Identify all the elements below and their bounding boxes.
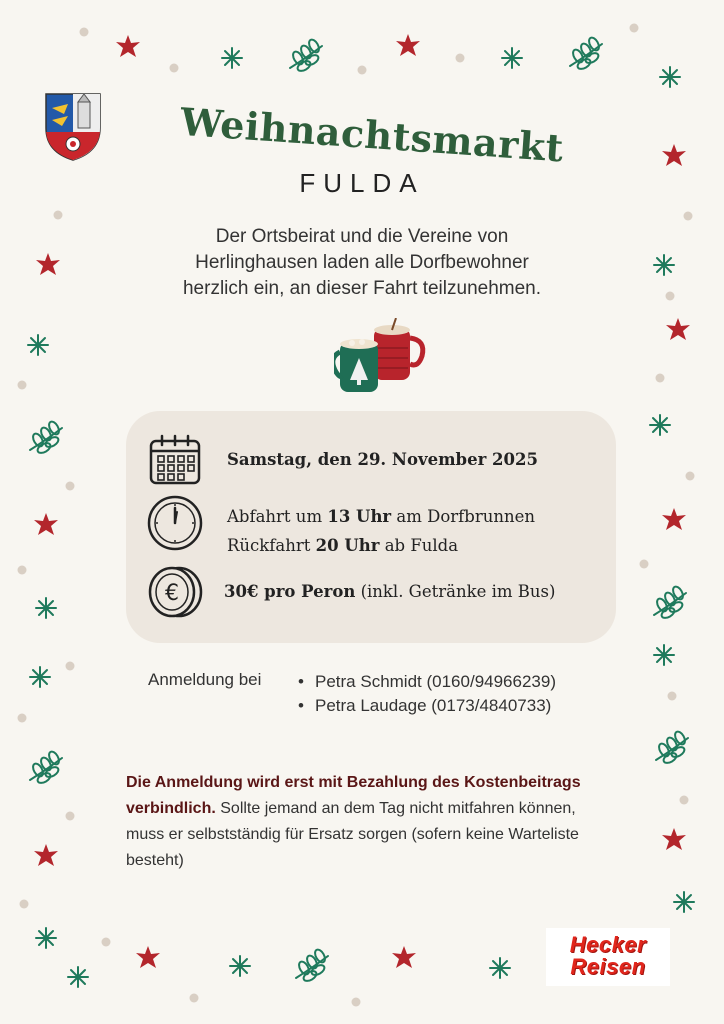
registration-note — [126, 770, 616, 874]
note-text: Sollte jemand an dem Tag nicht mitfahren können, muss er selbstständig für Ersatz sorgen (sofern keine Warteliste besteht) — [126, 800, 579, 869]
registration-contacts — [298, 670, 556, 718]
logo-line: Hecker — [569, 932, 647, 957]
return-line — [227, 531, 535, 560]
event-subtitle: FULDA — [299, 168, 425, 198]
return-suffix: ab Fulda — [384, 536, 459, 555]
mugs-icon — [334, 318, 428, 398]
note-bold: Die Anmeldung wird erst mit Bezahlung des Kostenbeitrags verbindlich. — [126, 774, 581, 817]
calendar-icon — [148, 433, 202, 487]
price-note: (inkl. Getränke im Bus) — [360, 582, 556, 601]
departure-suffix: am Dorfbrunnen — [396, 507, 535, 526]
list-item: • Petra Laudage (0173/4840733) — [298, 694, 556, 718]
price-info — [224, 577, 555, 606]
departure-info — [227, 502, 535, 560]
clock-icon — [146, 494, 204, 552]
intro-line: herzlich ein, an dieser Fahrt teilzunehmen. — [182, 278, 542, 299]
logo-line: Reisen — [570, 954, 646, 979]
svg-text:€: € — [165, 581, 179, 606]
price-amount: 30€ pro Peron — [224, 582, 356, 601]
departure-time: 13 Uhr — [327, 507, 392, 526]
return-time: 20 Uhr — [315, 536, 380, 555]
return-prefix: Rückfahrt — [227, 536, 311, 555]
coat-of-arms-icon — [44, 92, 102, 162]
event-title: Weihnachtsmarkt — [178, 98, 566, 171]
event-date: Samstag, den 29. November 2025 — [227, 450, 538, 469]
departure-prefix: Abfahrt um — [227, 507, 323, 526]
intro-text — [130, 224, 594, 302]
intro-line: Herlinghausen laden alle Dorfbewohner — [195, 252, 529, 273]
euro-coin-icon — [146, 565, 204, 619]
departure-line — [227, 502, 535, 531]
intro-line: Der Ortsbeirat und die Vereine von — [215, 226, 509, 247]
hecker-reisen-logo — [546, 928, 670, 986]
list-item: • Petra Schmidt (0160/94966239) — [298, 670, 556, 694]
registration-label: Anmeldung bei — [148, 670, 262, 689]
